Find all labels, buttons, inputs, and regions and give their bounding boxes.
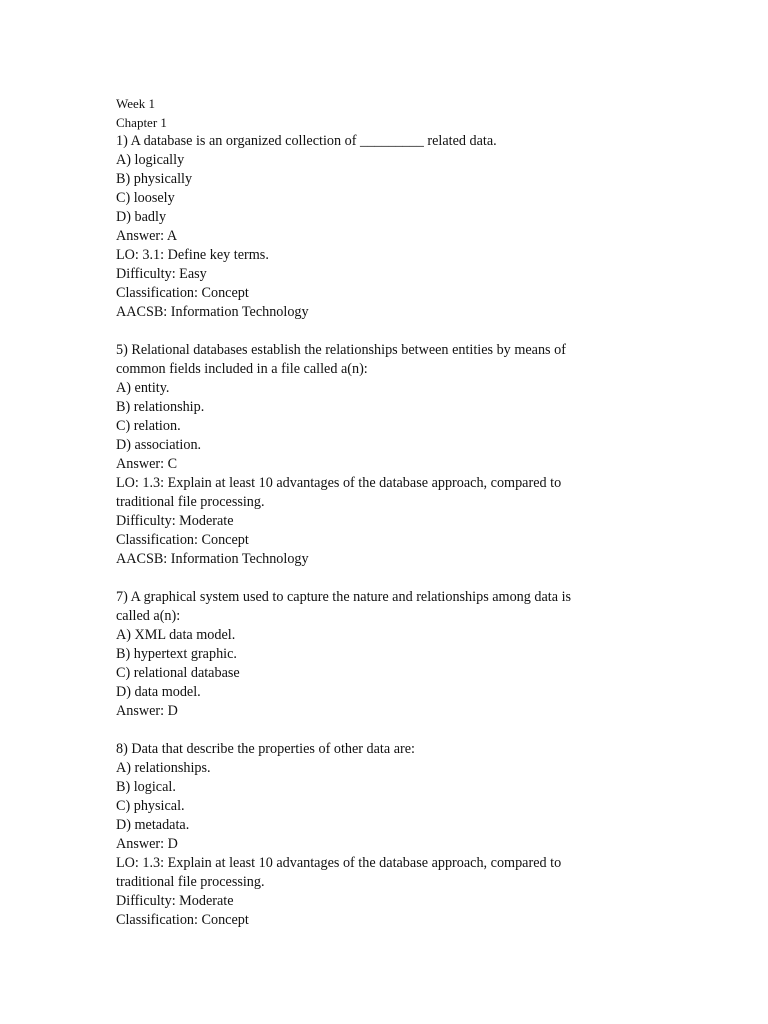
answer-line: Answer: C [116,456,178,472]
lo-line: LO: 3.1: Define key terms. [116,247,269,263]
difficulty-line: Difficulty: Easy [116,266,207,282]
classification-line: Classification: Concept [116,285,249,301]
choice-d: D) data model. [116,684,201,700]
question-block [116,740,736,930]
question-text-continued: common fields included in a file called a(n): [116,361,368,377]
question-block [116,132,736,322]
choice-a: A) entity. [116,380,170,396]
choice-b: B) hypertext graphic. [116,646,237,662]
chapter-heading: Chapter 1 [116,115,167,130]
choice-c: C) physical. [116,798,185,814]
choice-a: A) relationships. [116,760,211,776]
lo-line: LO: 1.3: Explain at least 10 advantages of the database approach, compared to [116,475,562,491]
spacer [116,569,736,588]
question-text: 5) Relational databases establish the relationships between entities by means of [116,342,566,358]
question-text: 7) A graphical system used to capture the nature and relationships among data is [116,589,572,605]
choice-b: B) physically [116,171,193,187]
question-block [116,341,736,569]
choice-b: B) logical. [116,779,176,795]
answer-line: Answer: A [116,228,178,244]
lo-line-continued: traditional file processing. [116,874,265,890]
aacsb-line: AACSB: Information Technology [116,551,309,567]
difficulty-line: Difficulty: Moderate [116,893,234,909]
choice-c: C) relation. [116,418,181,434]
question-text: 1) A database is an organized collection of _________ related data. [116,133,497,149]
question-text-continued: called a(n): [116,608,181,624]
answer-line: Answer: D [116,836,178,852]
spacer [116,322,736,341]
answer-line: Answer: D [116,703,178,719]
choice-a: A) XML data model. [116,627,236,643]
week-heading: Week 1 [116,96,156,111]
choice-d: D) association. [116,437,202,453]
choice-c: C) relational database [116,665,240,681]
choice-d: D) metadata. [116,817,190,833]
classification-line: Classification: Concept [116,912,249,928]
aacsb-line: AACSB: Information Technology [116,304,309,320]
choice-b: B) relationship. [116,399,205,415]
question-block [116,588,736,721]
choice-d: D) badly [116,209,167,225]
question-text: 8) Data that describe the properties of other data are: [116,741,415,757]
lo-line-continued: traditional file processing. [116,494,265,510]
difficulty-line: Difficulty: Moderate [116,513,234,529]
choice-c: C) loosely [116,190,175,206]
lo-line: LO: 1.3: Explain at least 10 advantages of the database approach, compared to [116,855,562,871]
document-page [116,94,736,930]
spacer [116,721,736,740]
classification-line: Classification: Concept [116,532,249,548]
choice-a: A) logically [116,152,185,168]
